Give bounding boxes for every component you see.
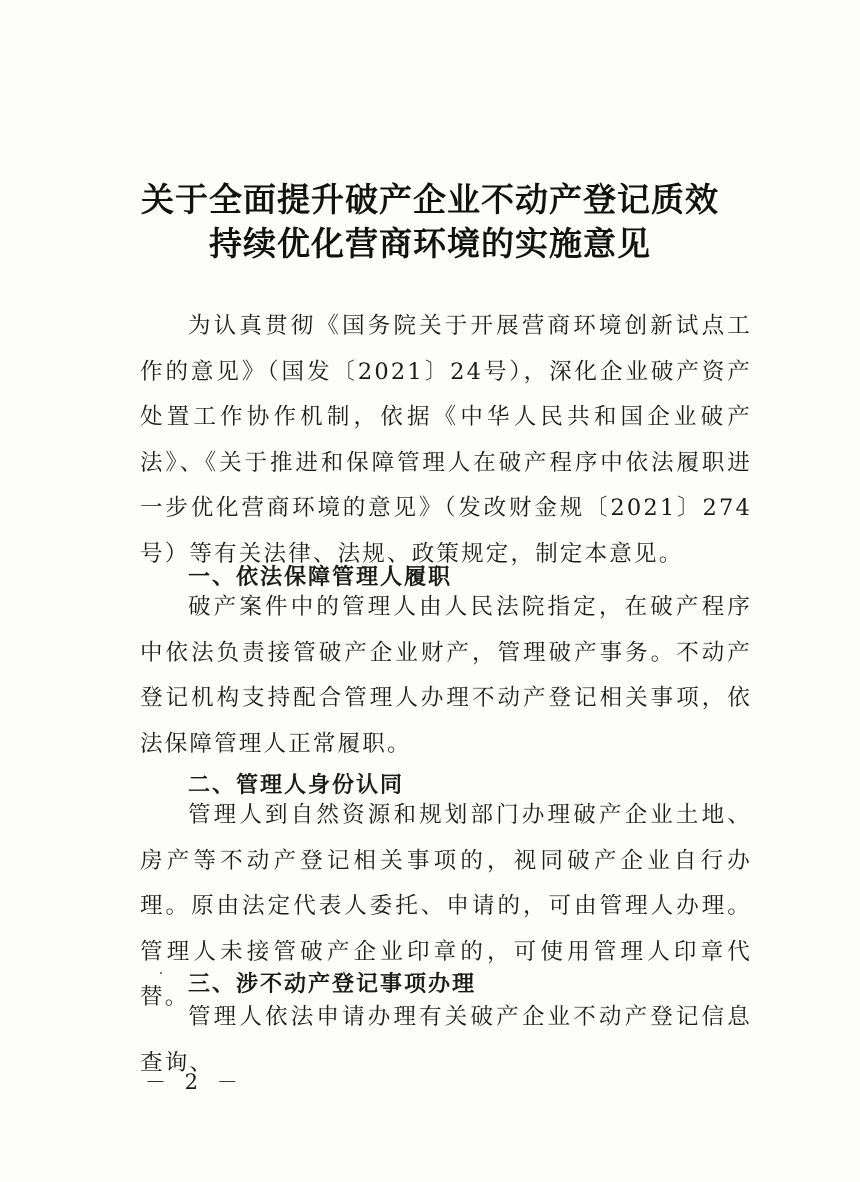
section-2-body: 管理人到自然资源和规划部门办理破产企业土地、房产等不动产登记相关事项的，视同破产企业自行办理。原由法定代表人委托、申请的，可由管理人办理。管理人未接管破产企业印章的，可使用管理人印章代替。 [140, 802, 752, 1010]
section-1-heading: 一、依法保障管理人履职 [188, 565, 453, 590]
document-title-line-1: 关于全面提升破产企业不动产登记质效 [141, 180, 719, 219]
scan-speck [160, 972, 162, 974]
intro-paragraph: 为认真贯彻《国务院关于开展营商环境创新试点工作的意见》（国发〔2021〕24号），深化企业破产资产处置工作协作机制，依据《中华人民共和国企业破产法》、《关于推进和保障管理人在破产程序中依法履职进一步优化营商环境的意见》（发改财金规〔2021〕274号）等有关法律、法规、政策规定，制定本意见。 [140, 313, 752, 567]
page-number: － 2 － [145, 1070, 244, 1094]
section-3-body: 管理人依法申请办理有关破产企业不动产登记信息查询、 [140, 1004, 752, 1076]
section-3-heading: 三、涉不动产登记事项办理 [188, 972, 477, 997]
section-2-heading: 二、管理人身份认同 [188, 773, 405, 798]
document-title-line-2: 持续优化营商环境的实施意见 [209, 224, 651, 263]
section-1-body: 破产案件中的管理人由人民法院指定，在破产程序中依法负责接管破产企业财产，管理破产事务。不动产登记机构支持配合管理人办理不动产登记相关事项，依法保障管理人正常履职。 [140, 594, 752, 757]
